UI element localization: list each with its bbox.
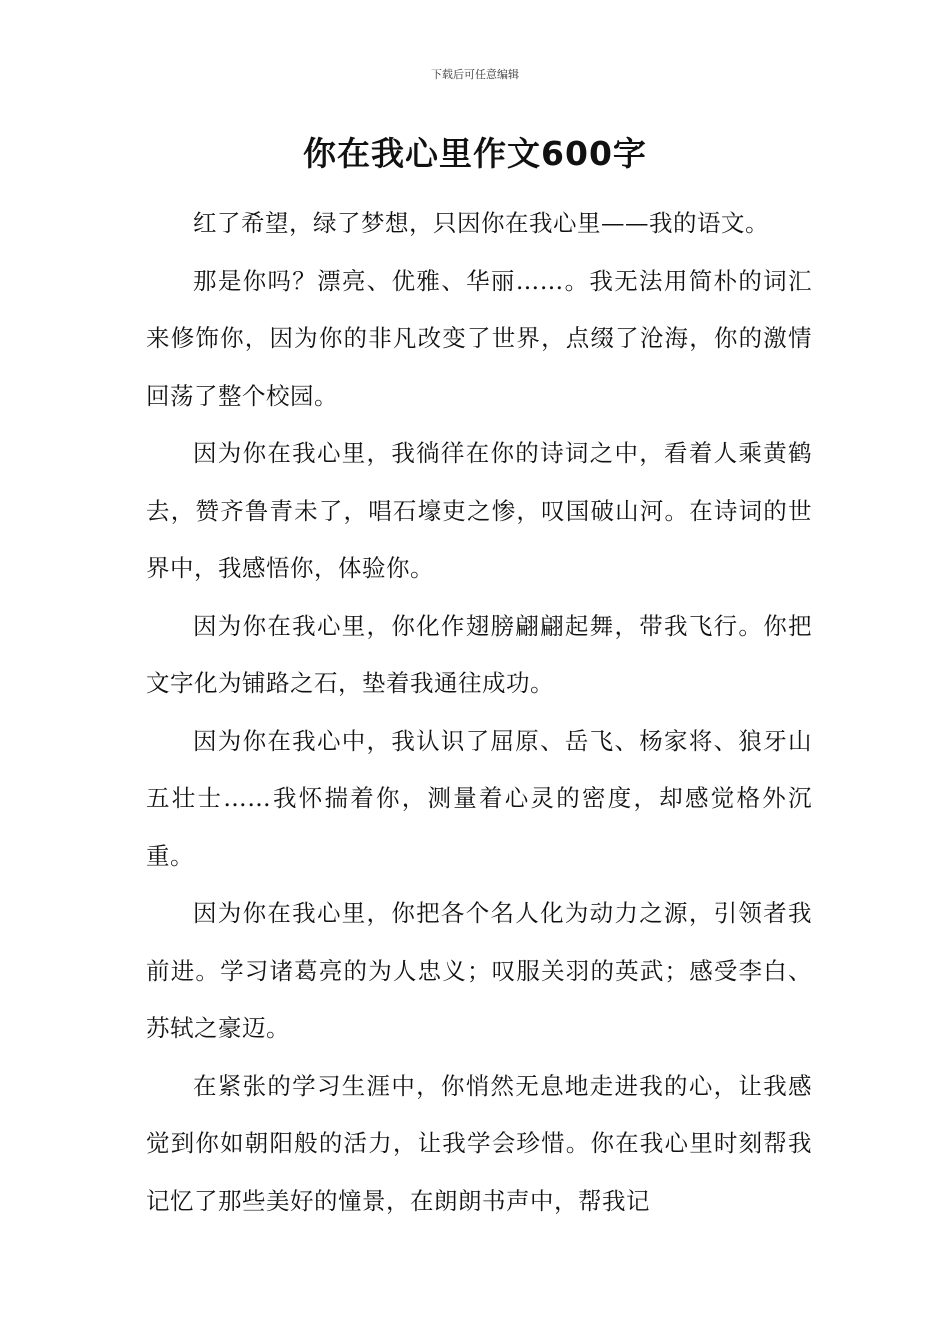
paragraph: 因为你在我心里，你化作翅膀翩翩起舞，带我飞行。你把文字化为铺路之石，垫着我通往成功。 [146,611,812,697]
paragraph: 因为你在我心里，我徜徉在你的诗词之中，看着人乘黄鹤去，赞齐鲁青未了，唱石壕吏之惨，叹国破山河。在诗词的世界中，我感悟你，体验你。 [146,439,812,582]
paragraph: 红了希望，绿了梦想，只因你在我心里——我的语文。 [193,209,769,237]
paragraph: 那是你吗？漂亮、优雅、华丽……。我无法用简朴的词汇来修饰你，因为你的非凡改变了世界，点缀了沧海，你的激情回荡了整个校园。 [146,266,812,410]
header-note: 下载后可任意编辑 [431,68,519,81]
paragraph: 因为你在我心里，你把各个名人化为动力之源，引领者我前进。学习诸葛亮的为人忠义；叹服关羽的英武；感受李白、苏轼之豪迈。 [146,899,812,1042]
essay-body [146,195,812,1230]
paragraph: 因为你在我心中，我认识了屈原、岳飞、杨家将、狼牙山五壮士……我怀揣着你，测量着心灵的密度，却感觉格外沉重。 [146,726,812,870]
page-title: 你在我心里作文600字 [303,134,647,173]
paragraph: 在紧张的学习生涯中，你悄然无息地走进我的心，让我感觉到你如朝阳般的活力，让我学会珍惜。你在我心里时刻帮我记忆了那些美好的憧景，在朗朗书声中，帮我记 [146,1071,812,1215]
